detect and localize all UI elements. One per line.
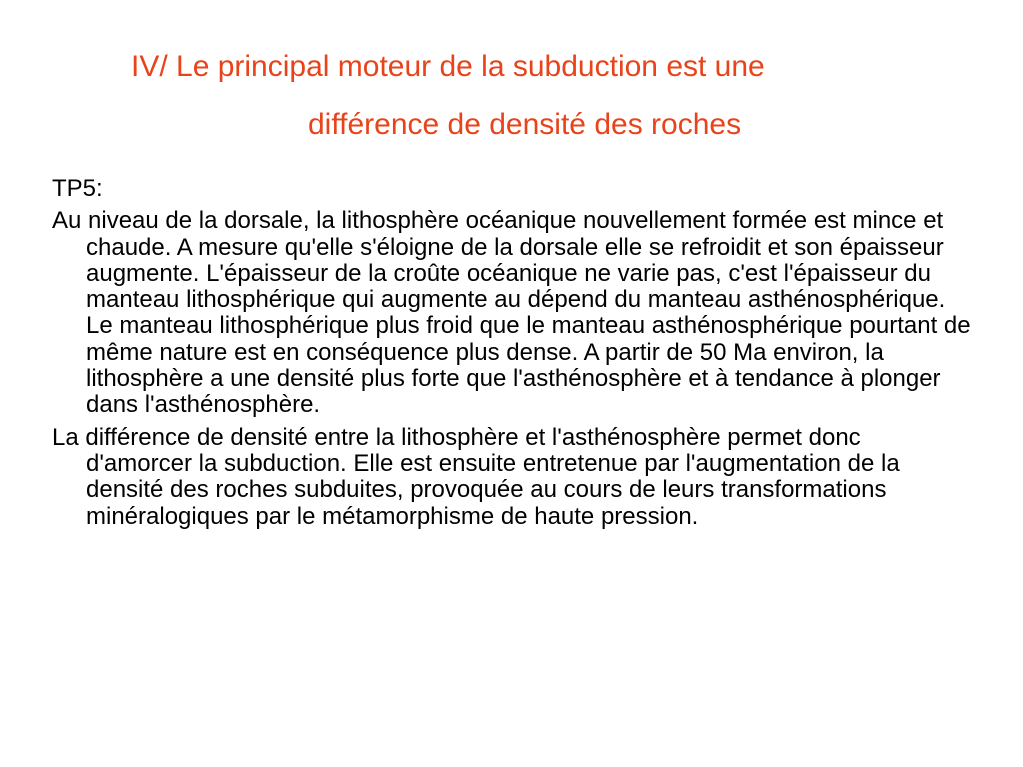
slide-title-line-2: différence de densité des roches	[308, 108, 742, 141]
body-paragraph-1: Au niveau de la dorsale, la lithosphère océanique nouvellement formée est mince et chaude. A mesure qu'elle s'éloigne de la dorsale elle se refroidit et son épaisseur augmente. L'épaisseur de la croûte océanique ne varie pas, c'est l'épaisseur du manteau lithosphérique qui augmente au dépend du manteau asthénosphérique. Le manteau lithosphérique plus froid que le manteau asthénosphérique pourtant de même nature est en conséquence plus dense. A partir de 50 Ma environ, la lithosphère a une densité plus forte que l'asthénosphère et à tendance à plonger dans l'asthénosphère.	[52, 207, 971, 419]
body-paragraph-2: La différence de densité entre la lithosphère et l'asthénosphère permet donc d'amorcer la subduction. Elle est ensuite entretenue par l'augmentation de la densité des roches subduites, provoquée au cours de leurs transformations minéralogiques par le métamorphisme de haute pression.	[52, 423, 900, 530]
slide-title-line-1: IV/ Le principal moteur de la subduction est une	[131, 50, 765, 83]
slide-body	[52, 176, 972, 530]
slide-title	[0, 38, 1023, 154]
section-label: TP5:	[52, 175, 103, 202]
